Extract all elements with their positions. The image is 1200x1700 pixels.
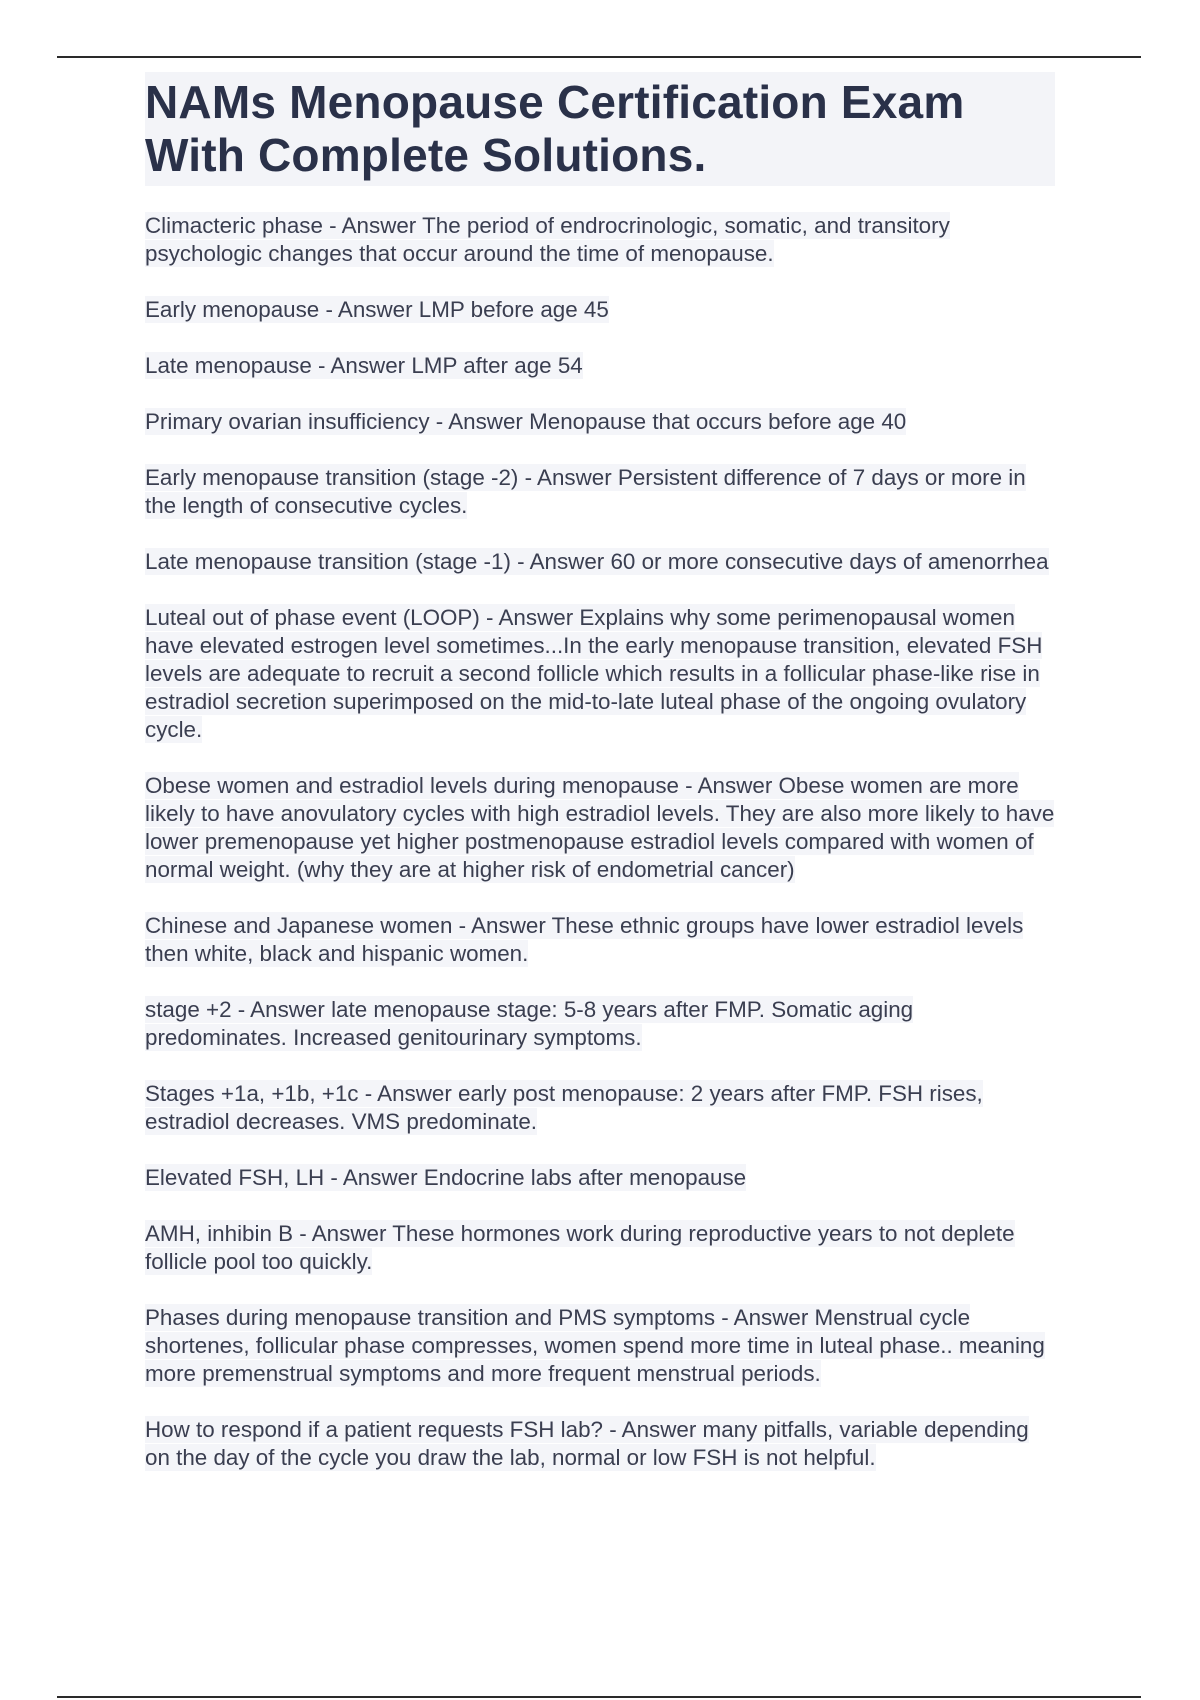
qa-entry <box>145 912 1055 968</box>
top-rule <box>57 56 1141 58</box>
document-body <box>145 72 1055 1500</box>
qa-text: Obese women and estradiol levels during menopause - Answer Obese women are more likely to have anovulatory cycles with high estradiol levels. They are also more likely to have lower premenopause yet higher postmenopause estradiol levels compared with women of normal weight. (why they are at higher risk of endometrial cancer) <box>145 773 1055 882</box>
qa-text: Stages +1a, +1b, +1c - Answer early post menopause: 2 years after FMP. FSH rises, estradiol decreases. VMS predominate. <box>145 1081 983 1134</box>
qa-entry <box>145 212 1055 268</box>
qa-text: Late menopause - Answer LMP after age 54 <box>145 353 583 378</box>
qa-entry <box>145 772 1055 884</box>
bottom-rule <box>57 1696 1141 1698</box>
qa-entry <box>145 604 1055 744</box>
qa-entry <box>145 548 1055 576</box>
qa-entry <box>145 996 1055 1052</box>
qa-text: Primary ovarian insufficiency - Answer Menopause that occurs before age 40 <box>145 409 907 434</box>
title-line-2: With Complete Solutions. <box>145 129 707 181</box>
qa-entry <box>145 408 1055 436</box>
qa-text: Chinese and Japanese women - Answer These ethnic groups have lower estradiol levels then white, black and hispanic women. <box>145 913 1024 966</box>
qa-text: Early menopause - Answer LMP before age 45 <box>145 297 609 322</box>
qa-entry <box>145 296 1055 324</box>
title-line-1: NAMs Menopause Certification Exam <box>145 76 965 128</box>
qa-text: Phases during menopause transition and PMS symptoms - Answer Menstrual cycle shortenes, follicular phase compresses, women spend more time in luteal phase.. meaning more premenstrual symptoms and more frequent menstrual periods. <box>145 1305 1045 1386</box>
qa-text: Late menopause transition (stage -1) - Answer 60 or more consecutive days of amenorrhea <box>145 549 1049 574</box>
qa-text: AMH, inhibin B - Answer These hormones work during reproductive years to not deplete follicle pool too quickly. <box>145 1221 1015 1274</box>
qa-text: Early menopause transition (stage -2) - Answer Persistent difference of 7 days or more in the length of consecutive cycles. <box>145 465 1026 518</box>
qa-entry <box>145 1164 1055 1192</box>
qa-text: How to respond if a patient requests FSH lab? - Answer many pitfalls, variable depending on the day of the cycle you draw the lab, normal or low FSH is not helpful. <box>145 1417 1029 1470</box>
qa-text: stage +2 - Answer late menopause stage: 5-8 years after FMP. Somatic aging predominates. Increased genitourinary symptoms. <box>145 997 914 1050</box>
qa-text: Elevated FSH, LH - Answer Endocrine labs after menopause <box>145 1165 747 1190</box>
qa-entry <box>145 1080 1055 1136</box>
qa-entry <box>145 352 1055 380</box>
qa-text: Climacteric phase - Answer The period of endrocrinologic, somatic, and transitory psychologic changes that occur around the time of menopause. <box>145 213 950 266</box>
qa-entry <box>145 1304 1055 1388</box>
document-title <box>145 72 1055 186</box>
qa-entry <box>145 1416 1055 1472</box>
qa-entry <box>145 464 1055 520</box>
qa-text: Luteal out of phase event (LOOP) - Answer Explains why some perimenopausal women have elevated estrogen level sometimes...In the early menopause transition, elevated FSH levels are adequate to recruit a second follicle which results in a follicular phase-like rise in estradiol secretion superimposed on the mid-to-late luteal phase of the ongoing ovulatory cycle. <box>145 605 1043 742</box>
qa-entry <box>145 1220 1055 1276</box>
